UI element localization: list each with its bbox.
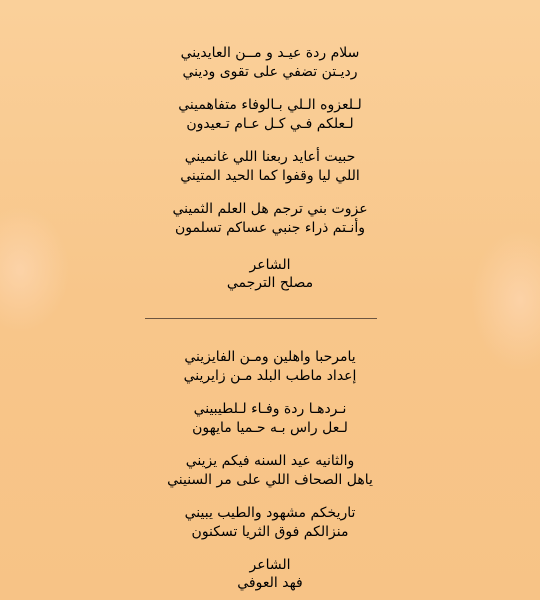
poem-two <box>0 348 540 592</box>
verse-line: إعداد ماطب البلد مـن زايريني <box>183 368 357 384</box>
poem-one-stanza-2 <box>0 96 540 134</box>
verse-line: لـلعزوه الـلي بـالوفاء متفاهميني <box>178 97 362 113</box>
verse-line: لـعلكم فـي كـل عـام تـعيدون <box>186 116 354 132</box>
poem-one-stanza-3 <box>0 148 540 186</box>
section-divider <box>145 318 377 319</box>
poem-one-stanza-4 <box>0 200 540 238</box>
poem-two-stanza-3 <box>0 452 540 490</box>
poem-two-stanza-2 <box>0 400 540 438</box>
verse-line: اللي ليا وقفوا كما الحيد المتيني <box>180 168 360 184</box>
verse-line: لـعل راس بـه حـميا مايهون <box>192 420 348 436</box>
verse-line: سلام ردة عيـد و مــن العايديني <box>180 45 360 61</box>
poet-name: مصلح الترجمي <box>226 275 314 291</box>
verse-line: رديـتن تضفي على تقوى وديني <box>182 64 358 80</box>
poem-two-signature <box>0 556 540 592</box>
poem-two-stanza-4 <box>0 504 540 542</box>
poem-one <box>0 44 540 292</box>
poet-label: الشاعر <box>249 257 291 273</box>
verse-line: حبيت أعايد ربعنا اللي غانميني <box>184 149 356 165</box>
verse-line: والثانيه عيد السنه فيكم يزيني <box>185 453 355 469</box>
poet-name: فهد العوفي <box>237 575 303 591</box>
poem-one-stanza-1 <box>0 44 540 82</box>
verse-line: ياهل الصحاف اللي على مر السنيني <box>167 472 373 488</box>
verse-line: يامرحبا واهلين ومـن الفايزيني <box>184 349 356 365</box>
verse-line: نـردهـا ردة وفـاء لـلطيبيني <box>193 401 347 417</box>
verse-line: وأنـتم ذراء جنبي عساكم تسلمون <box>175 220 365 236</box>
poet-label: الشاعر <box>249 557 291 573</box>
poem-one-signature <box>0 256 540 292</box>
verse-line: منزالكم فوق الثريا تسكنون <box>191 524 349 540</box>
poem-two-stanza-1 <box>0 348 540 386</box>
verse-line: تاريخكم مشهود والطيب يبيني <box>184 505 356 521</box>
verse-line: عزوت بني ترجم هل العلم الثميني <box>172 201 368 217</box>
